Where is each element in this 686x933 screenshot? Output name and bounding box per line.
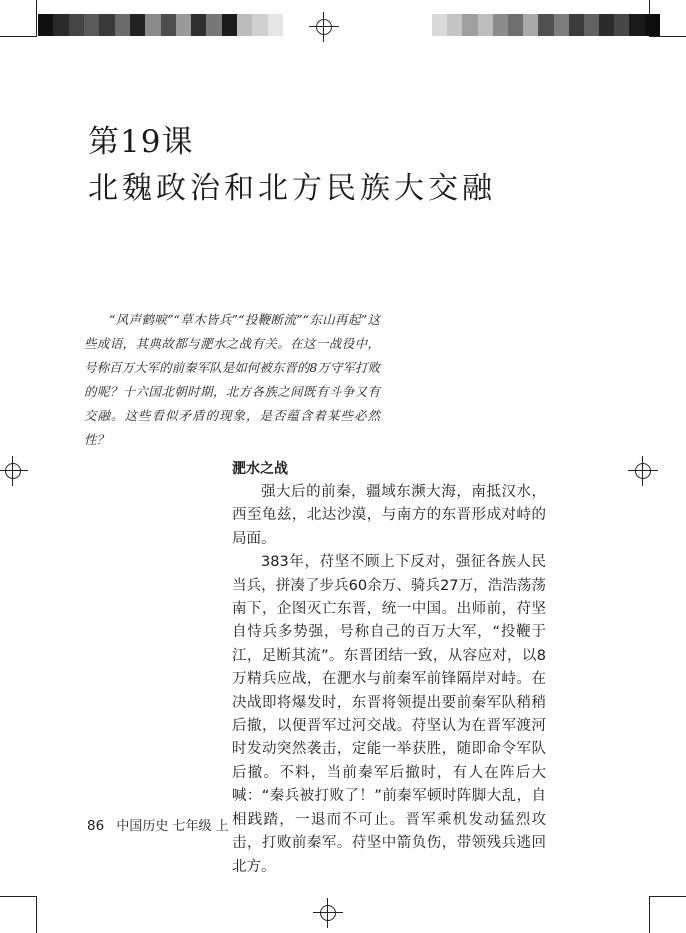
calibration-swatch [538, 14, 553, 36]
calibration-swatch [584, 14, 599, 36]
calibration-swatch [222, 14, 237, 36]
calibration-swatch [99, 14, 114, 36]
calibration-swatch [191, 14, 206, 36]
calibration-swatch [176, 14, 191, 36]
calibration-swatch [84, 14, 99, 36]
calibration-swatch [69, 14, 84, 36]
page-footer [87, 815, 229, 834]
registration-mark-right [628, 456, 658, 486]
section-body [232, 481, 546, 879]
book-title: 中国历史 七年级 上 [116, 819, 229, 834]
calibration-swatch [206, 14, 221, 36]
calibration-swatch [237, 14, 252, 36]
page-number: 86 [87, 818, 105, 834]
calibration-strip-right [432, 14, 660, 36]
calibration-strip-left [38, 14, 283, 36]
calibration-swatch [53, 14, 68, 36]
crop-mark-bottom-left [0, 896, 37, 933]
calibration-swatch [130, 14, 145, 36]
calibration-swatch [38, 14, 53, 36]
calibration-swatch [493, 14, 508, 36]
lesson-number: 第19课 [88, 124, 194, 160]
calibration-swatch [432, 14, 447, 36]
calibration-swatch [252, 14, 267, 36]
calibration-swatch [629, 14, 644, 36]
calibration-swatch [599, 14, 614, 36]
calibration-swatch [145, 14, 160, 36]
calibration-swatch [645, 14, 660, 36]
registration-mark-top [309, 12, 339, 42]
calibration-swatch [523, 14, 538, 36]
calibration-swatch [161, 14, 176, 36]
intro-paragraph: “风声鹤唳”“草木皆兵”“投鞭断流”“东山再起”这些成语，其典故都与淝水之战有关。在这一战役中，号称百万大军的前秦军队是如何被东晋的8万守军打败的呢？十六国北朝时期，北方各族之间既有斗争又有交融。这些看似矛盾的现象，是否蕴含着某些必然性？ [84, 312, 380, 447]
crop-mark-bottom-right [649, 896, 686, 933]
body-paragraph: 383年，苻坚不顾上下反对，强征各族人民当兵，拼凑了步兵60余万、骑兵27万，浩浩荡荡南下，企图灭亡东晋，统一中国。出师前，苻坚自恃兵多势强，号称自己的百万大军，“投鞭于江，足断其流”。东晋团结一致，从容应对，以8万精兵应战，在淝水与前秦军前锋隔岸对峙。在决战即将爆发时，东晋将领提出要前秦军队稍稍后撤，以便晋军过河交战。苻坚认为在晋军渡河时发动突然袭击，定能一举获胜，随即命令军队后撤。不料，当前秦军后撤时，有人在阵后大喊：“秦兵被打败了！”前秦军顿时阵脚大乱，自相践踏，一退而不可止。晋军乘机发动猛烈攻击，打败前秦军。苻坚中箭负伤，带领残兵逃回北方。 [232, 554, 546, 875]
calibration-swatch [447, 14, 462, 36]
calibration-swatch [554, 14, 569, 36]
calibration-swatch [569, 14, 584, 36]
calibration-swatch [478, 14, 493, 36]
calibration-swatch [462, 14, 477, 36]
crop-mark-top-left [0, 0, 37, 37]
registration-mark-left [0, 456, 28, 486]
calibration-swatch [268, 14, 283, 36]
calibration-swatch [508, 14, 523, 36]
lesson-title: 北魏政治和北方民族大交融 [88, 171, 496, 206]
section-heading: 淝水之战 [232, 461, 288, 477]
calibration-swatch [614, 14, 629, 36]
calibration-swatch [115, 14, 130, 36]
body-paragraph: 强大后的前秦，疆域东濒大海，南抵汉水，西至龟兹，北达沙漠，与南方的东晋形成对峙的局面。 [232, 484, 546, 547]
registration-mark-bottom [313, 898, 343, 928]
